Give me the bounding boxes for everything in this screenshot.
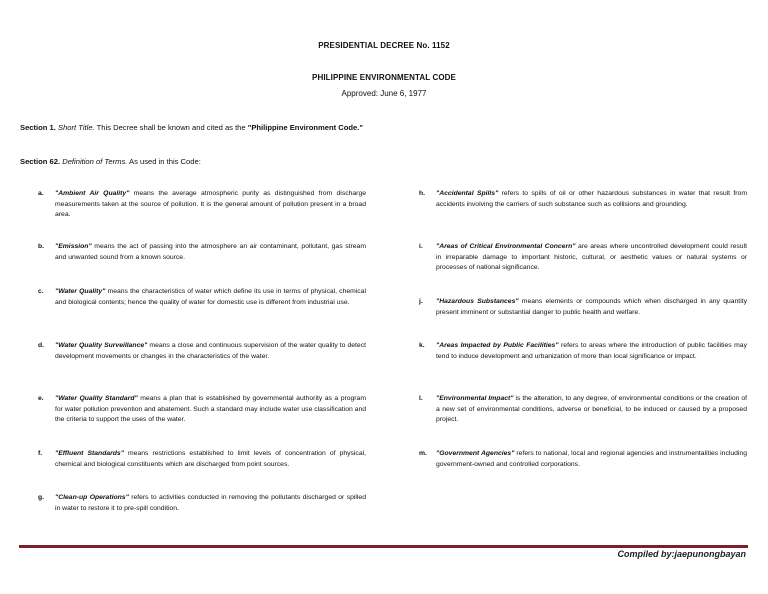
section-62-label: Section 62. <box>20 157 61 166</box>
term-body: means the average atmospheric purity as distinguished from discharge measurements taken at the source of pollution. It is the general amount of pollution present in a broad area. <box>55 190 366 218</box>
term-body: refers to spills of oil or other hazardous substances in water that result from accidents involving the carriers of such substance such as collisions and grounding. <box>436 190 747 208</box>
term-definition <box>55 287 366 308</box>
term-body: refers to areas where the introduction of public facilities may tend to induce development and urbanization of more than local significance or impact. <box>436 342 747 360</box>
term-body: means the characteristics of water which define its use in terms of physical, chemical and biological contents; hence the quality of water for domestic use is different from industrial use. <box>55 288 366 306</box>
term-letter: f. <box>38 450 43 457</box>
decree-title: PRESIDENTIAL DECREE No. 1152 <box>318 41 450 50</box>
section-1-short-title: Short Title. <box>58 123 95 132</box>
term-definition <box>436 394 747 426</box>
term-definition <box>436 189 747 210</box>
section-1-text: This Decree shall be known and cited as the <box>94 123 248 132</box>
term-letter: m. <box>419 450 427 457</box>
section-62 <box>20 157 201 166</box>
term-body: means a close and continuous supervision of the water quality to detect development movements or changes in the characteristics of the water. <box>55 342 367 360</box>
term-definition <box>55 242 366 263</box>
term-body: are areas where uncontrolled development could result in irreparable damage to important historic, cultural, or aesthetic values or natural systems or processes of national significance. <box>436 243 747 271</box>
term-name: "Ambient Air Quality" <box>55 190 130 197</box>
approved-date: Approved: June 6, 1977 <box>341 89 427 98</box>
term-body: refers to activities conducted in removing the pollutants discharged or spilled in water to restore it to pre-spill condition. <box>55 494 366 512</box>
term-body: means a plan that is established by governmental authority as a program for water pollution prevention and abatement. Such a standard may include water use classification and the criteria to support the uses of the water. <box>55 395 366 423</box>
term-definition <box>436 341 747 362</box>
term-body: refers to national, local and regional agencies and instrumentalities including government-owned and controlled corporations. <box>436 450 747 468</box>
section-1-label: Section 1. <box>20 123 56 132</box>
term-letter: j. <box>419 298 423 305</box>
term-name: "Hazardous Substances" <box>436 298 519 305</box>
term-name: "Clean-up Operations" <box>55 494 129 501</box>
term-name: "Government Agencies" <box>436 450 515 457</box>
term-name: "Water Quality Standard" <box>55 395 138 402</box>
term-name: "Environmental Impact" <box>436 395 514 402</box>
term-letter: k. <box>419 342 425 349</box>
term-definition <box>55 394 366 426</box>
section-1 <box>20 123 363 132</box>
term-body: means the act of passing into the atmosphere an air contaminant, pollutant, gas stream and unwanted sound from a known source. <box>55 243 366 261</box>
footer-rule <box>19 545 748 548</box>
term-letter: g. <box>38 494 45 501</box>
term-body: means restrictions established to limit levels of concentration of physical, chemical and biological constituents which are discharged from point sources. <box>55 450 367 468</box>
term-letter: l. <box>419 395 423 402</box>
term-letter: h. <box>419 190 426 197</box>
section-1-quoted: "Philippine Environment Code." <box>247 123 363 132</box>
term-definition <box>55 449 366 470</box>
term-letter: e. <box>38 395 44 402</box>
term-name: "Effluent Standards" <box>55 450 124 457</box>
term-definition <box>55 189 366 221</box>
term-name: "Water Quality Surveillance" <box>55 342 148 349</box>
term-body: means elements or compounds which when discharged in any quantity present imminent or substantial danger to public health and welfare. <box>436 298 747 316</box>
term-definition <box>436 242 747 274</box>
term-letter: a. <box>38 190 44 197</box>
term-name: "Areas of Critical Environmental Concern" <box>436 243 576 250</box>
term-letter: c. <box>38 288 44 295</box>
term-name: "Emission" <box>55 243 92 250</box>
term-body: is the alteration, to any degree, of environmental conditions or the creation of a new set of environmental conditions, adverse or beneficial, to be induced or caused by a proposed project. <box>436 395 747 423</box>
term-letter: d. <box>38 342 45 349</box>
section-62-text: As used in this Code: <box>127 157 201 166</box>
term-name: "Water Quality" <box>55 288 106 295</box>
compiled-by: Compiled by:jaepunongbayan <box>617 549 746 559</box>
code-title: PHILIPPINE ENVIRONMENTAL CODE <box>312 73 456 82</box>
term-definition <box>436 449 747 470</box>
term-letter: i. <box>419 243 423 250</box>
section-62-heading: Definition of Terms. <box>62 157 128 166</box>
term-letter: b. <box>38 243 45 250</box>
term-definition <box>55 341 366 362</box>
term-definition <box>55 493 366 514</box>
term-definition <box>436 297 747 318</box>
term-name: "Areas Impacted by Public Facilities" <box>436 342 559 349</box>
term-name: "Accidental Spills" <box>436 190 499 197</box>
